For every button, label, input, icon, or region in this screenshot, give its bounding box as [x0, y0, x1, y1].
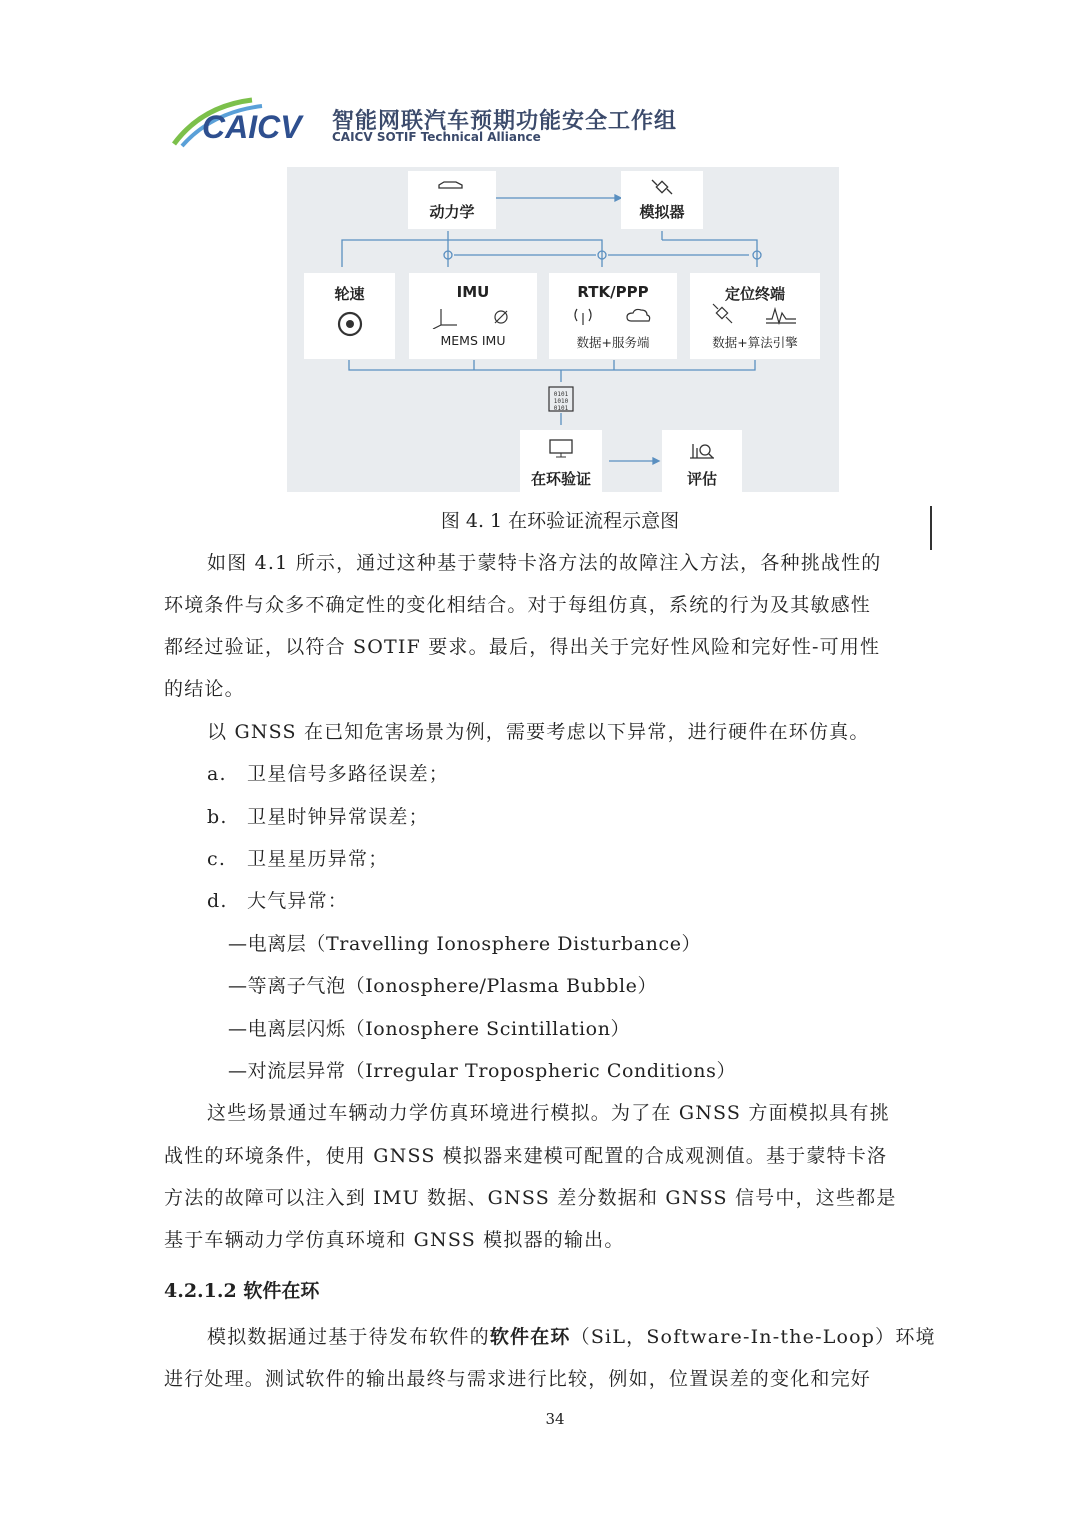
list-marker: b. [207, 806, 228, 828]
list-item [207, 844, 388, 871]
axes-gyro-icon [431, 305, 517, 329]
paragraph-3-line: 方法的故障可以注入到 IMU 数据、GNSS 差分数据和 GNSS 信号中，这些都是 [164, 1187, 897, 1209]
list-item [207, 886, 348, 913]
svg-text:0101: 0101 [553, 391, 569, 398]
paragraph-4-bold: 软件在环 [489, 1326, 571, 1348]
positioning-terminal-label: 定位终端 [724, 285, 785, 303]
evaluation-label: 评估 [686, 470, 717, 488]
imu-label: IMU [456, 283, 490, 301]
antenna-cloud-icon [571, 305, 657, 327]
organization-name-cn: 智能网联汽车预期功能安全工作组 [332, 109, 678, 134]
evaluation-node [662, 430, 742, 492]
logo-mark-text: CAICV [202, 109, 302, 145]
figure-caption: 图 4. 1 在环验证流程示意图 [440, 510, 680, 532]
paragraph-4-text: 模拟数据通过基于待发布软件的 [207, 1326, 490, 1348]
list-item [207, 802, 429, 829]
paragraph-1-line: 如图 4.1 所示，通过这种基于蒙特卡洛方法的故障注入方法，各种挑战性的 [207, 552, 882, 574]
imu-sublabel: MEMS IMU [440, 333, 506, 348]
page-number: 34 [545, 1410, 565, 1428]
section-heading: 4.2.1.2 软件在环 [164, 1280, 320, 1302]
rtk-ppp-label: RTK/PPP [577, 283, 649, 301]
caicv-logo-icon [172, 96, 322, 152]
rtk-ppp-node [549, 273, 677, 359]
paragraph-4-text: （SiL，Software-In-the-Loop）环境 [570, 1326, 936, 1348]
paragraph-1-line: 的结论。 [164, 678, 245, 700]
positioning-terminal-node [690, 273, 820, 359]
paragraph-3-line: 战性的环境条件，使用 GNSS 模拟器来建模可配置的合成观测值。基于蒙特卡洛 [164, 1145, 888, 1167]
header-logo [172, 96, 678, 152]
rtk-ppp-sublabel: 数据+服务端 [576, 335, 650, 350]
dynamics-label: 动力学 [429, 203, 475, 221]
simulator-node [621, 171, 703, 229]
svg-text:0101: 0101 [553, 405, 569, 412]
list-marker: d. [207, 890, 228, 912]
satellite-signal-icon [712, 303, 798, 325]
paragraph-4-line [207, 1322, 936, 1349]
evaluation-icon [688, 440, 716, 460]
sublist-item: —对流层异常（Irregular Tropospheric Conditions） [228, 1060, 737, 1082]
svg-text:1010: 1010 [553, 398, 569, 405]
dynamics-node [408, 171, 496, 229]
list-text: 卫星时钟异常误差； [247, 806, 429, 828]
simulator-label: 模拟器 [639, 203, 685, 221]
list-text: 大气异常： [247, 890, 349, 912]
wheel-speed-node [304, 273, 395, 359]
monitor-icon [548, 438, 574, 458]
paragraph-1-line: 都经过验证，以符合 SOTIF 要求。最后，得出关于完好性风险和完好性-可用性 [164, 636, 881, 658]
binary-data-icon [549, 387, 573, 412]
sublist-item: —电离层闪烁（Ionosphere Scintillation） [228, 1018, 631, 1040]
loop-validation-diagram [287, 167, 839, 492]
wheel-speed-label: 轮速 [334, 285, 365, 303]
imu-node [409, 273, 537, 359]
paragraph-3-line: 基于车辆动力学仿真环境和 GNSS 模拟器的输出。 [164, 1229, 625, 1251]
car-icon [436, 179, 466, 191]
list-marker: c. [207, 848, 227, 870]
organization-name-en: CAICV SOTIF Technical Alliance [332, 130, 541, 144]
sublist-item: —等离子气泡（Ionosphere/Plasma Bubble） [228, 975, 658, 997]
sublist-item: —电离层（Travelling Ionosphere Disturbance） [228, 933, 702, 955]
loop-validation-label: 在环验证 [530, 470, 591, 488]
paragraph-4-line: 进行处理。测试软件的输出最终与需求进行比较，例如，位置误差的变化和完好 [164, 1368, 872, 1390]
satellite-icon [649, 177, 675, 197]
positioning-terminal-sublabel: 数据+算法引擎 [712, 335, 798, 350]
paragraph-3-line: 这些场景通过车辆动力学仿真环境进行模拟。为了在 GNSS 方面模拟具有挑 [207, 1102, 890, 1124]
list-text: 卫星信号多路径误差； [247, 763, 450, 785]
loop-validation-node [520, 430, 602, 492]
paragraph-2: 以 GNSS 在已知危害场景为例，需要考虑以下异常，进行硬件在环仿真。 [207, 721, 870, 743]
wheel-icon [337, 311, 363, 337]
list-item [207, 759, 449, 786]
paragraph-1-line: 环境条件与众多不确定性的变化相结合。对于每组仿真，系统的行为及其敏感性 [164, 594, 872, 616]
list-text: 卫星星历异常； [247, 848, 389, 870]
list-marker: a. [207, 763, 227, 785]
